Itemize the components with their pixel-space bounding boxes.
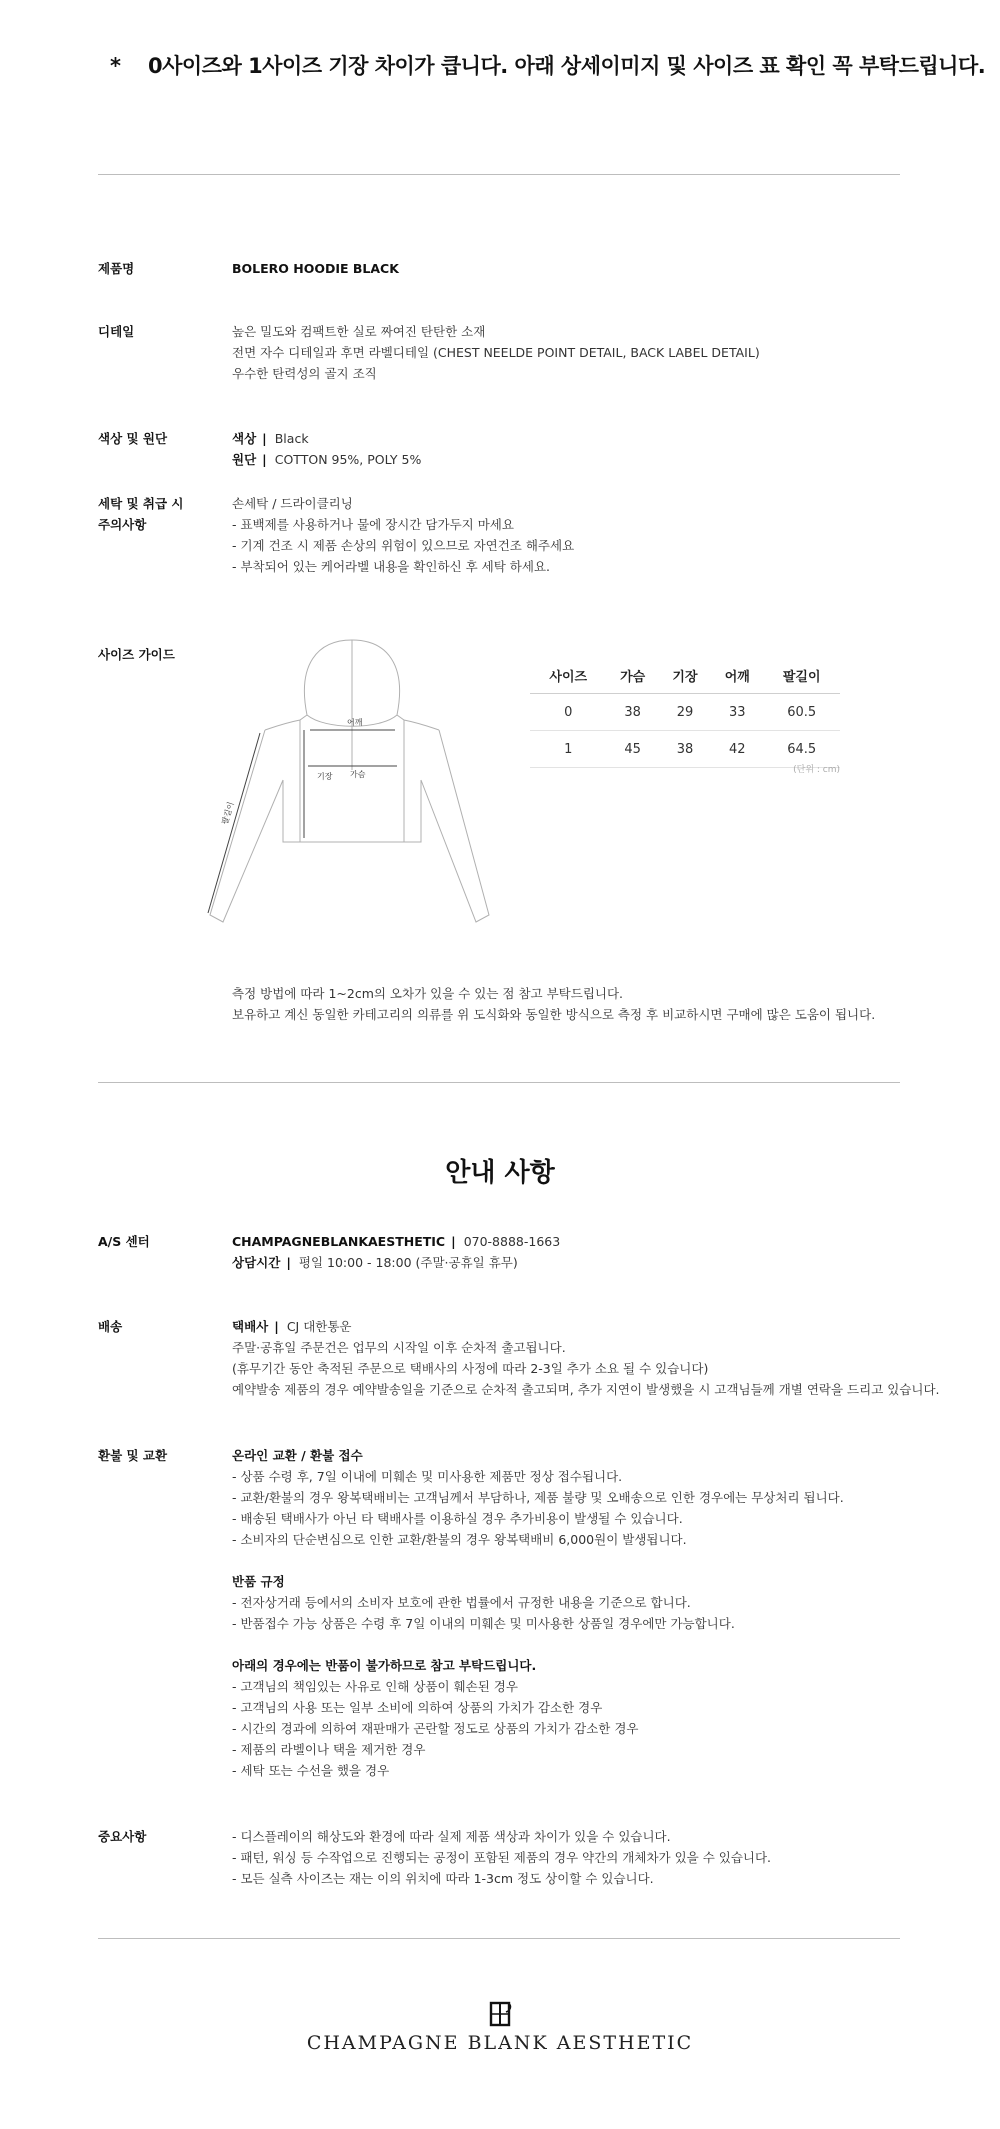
important-label: 중요사항 bbox=[98, 1829, 147, 1844]
ship-key: 택배사 bbox=[232, 1319, 269, 1334]
shipping-label: 배송 bbox=[98, 1319, 123, 1334]
online-title: 온라인 교환 / 환불 접수 bbox=[232, 1448, 363, 1463]
size-unit: (단위 : cm) bbox=[793, 765, 840, 775]
important-line: - 디스플레이의 해상도와 환경에 따라 실제 제품 색상과 차이가 있을 수 있습니다. bbox=[232, 1829, 671, 1844]
size-note: 보유하고 계신 동일한 카테고리의 의류를 위 도식화와 동일한 방식으로 측정 후 비교하시면 구매에 많은 도움이 됩니다. bbox=[232, 1007, 876, 1022]
size-col-header: 어깨 bbox=[711, 657, 763, 694]
table-cell: 42 bbox=[711, 731, 763, 768]
ship-line: (휴무기간 동안 축적된 주문으로 택배사의 사정에 따라 2-3일 추가 소요 될 수 있습니다) bbox=[232, 1361, 709, 1376]
important-line: - 패턴, 워싱 등 수작업으로 진행되는 공정이 포함된 제품의 경우 약간의 개체차가 있을 수 있습니다. bbox=[232, 1850, 772, 1865]
ship-line: 주말·공휴일 주문건은 업무의 시작일 이후 순차적 출고됩니다. bbox=[232, 1340, 566, 1355]
size-notice bbox=[110, 50, 985, 80]
as-hours-key: 상담시간 bbox=[232, 1255, 281, 1270]
wash-line: - 기계 건조 시 제품 손상의 위험이 있으므로 자연건조 해주세요 bbox=[232, 538, 575, 553]
no-return-line: - 세탁 또는 수선을 했을 경우 bbox=[232, 1763, 390, 1778]
color-fabric-label: 색상 및 원단 bbox=[98, 431, 168, 446]
table-cell: 38 bbox=[607, 694, 659, 731]
table-cell: 0 bbox=[530, 694, 607, 731]
divider bbox=[98, 1082, 900, 1083]
size-table-header bbox=[530, 657, 840, 694]
wash-line: - 표백제를 사용하거나 물에 장시간 담가두지 마세요 bbox=[232, 517, 514, 532]
refund-label: 환불 및 교환 bbox=[98, 1448, 168, 1463]
as-hours: 평일 10:00 - 18:00 (주말·공휴일 휴무) bbox=[298, 1255, 518, 1270]
product-name: BOLERO HOODIE BLACK bbox=[232, 261, 399, 276]
info-heading: 안내 사항 bbox=[445, 1158, 555, 1188]
color-key: 색상 bbox=[232, 431, 257, 446]
detail-line: 높은 밀도와 컴팩트한 실로 짜여진 탄탄한 소재 bbox=[232, 324, 486, 339]
length-mark-label: 기장 bbox=[317, 772, 333, 781]
detail-text bbox=[232, 321, 760, 384]
as-label: A/S 센터 bbox=[98, 1234, 150, 1249]
no-return-line: - 시간의 경과에 의하여 재판매가 곤란할 정도로 상품의 가치가 감소한 경우 bbox=[232, 1721, 639, 1736]
table-cell: 45 bbox=[607, 731, 659, 768]
table-cell: 29 bbox=[659, 694, 711, 731]
online-line: - 배송된 택배사가 아닌 타 택배사를 이용하실 경우 추가비용이 발생될 수 있습니다. bbox=[232, 1511, 683, 1526]
detail-line: 전면 자수 디테일과 후면 라벨디테일 (CHEST NEELDE POINT DETAIL, BACK LABEL DETAIL) bbox=[232, 345, 760, 360]
color-value: Black bbox=[274, 431, 309, 446]
ship-company: CJ 대한통운 bbox=[286, 1319, 352, 1334]
important-text bbox=[232, 1826, 771, 1889]
ship-line: 예약발송 제품의 경우 예약발송일을 기준으로 순차적 출고되며, 추가 지연이 발생했을 시 고객님들께 개별 연락을 드리고 있습니다. bbox=[232, 1382, 940, 1397]
return-line: - 반품접수 가능 상품은 수령 후 7일 이내의 미훼손 및 미사용한 상품일 경우에만 가능합니다. bbox=[232, 1616, 735, 1631]
fabric-value: COTTON 95%, POLY 5% bbox=[274, 452, 422, 467]
table-cell: 33 bbox=[711, 694, 763, 731]
table-cell: 1 bbox=[530, 731, 607, 768]
as-text: CHAMPAGNEBLANKAESTHETIC | 070-8888-1663 상담시간 | 평일 10:00 - 18:00 (주말·공휴일 휴무) bbox=[232, 1234, 561, 1270]
hoodie-diagram-icon bbox=[205, 630, 505, 950]
size-col-header: 기장 bbox=[659, 657, 711, 694]
size-col-header: 사이즈 bbox=[530, 657, 607, 694]
online-line: - 소비자의 단순변심으로 인한 교환/환불의 경우 왕복택배비 6,000원이 발생됩니다. bbox=[232, 1532, 687, 1547]
sleeve-mark-label: 팔길이 bbox=[220, 800, 236, 826]
table-cell: 60.5 bbox=[763, 694, 840, 731]
notice-star: * bbox=[110, 54, 121, 78]
return-line: - 전자상거래 등에서의 소비자 보호에 관한 법률에서 규정한 내용을 기준으로 합니다. bbox=[232, 1595, 691, 1610]
wash-line: - 부착되어 있는 케어라벨 내용을 확인하신 후 세탁 하세요. bbox=[232, 559, 550, 574]
chest-mark-label: 가슴 bbox=[350, 770, 366, 779]
table-cell: 38 bbox=[659, 731, 711, 768]
size-col-header: 가슴 bbox=[607, 657, 659, 694]
brand-logo-text: CHAMPAGNE BLANK AESTHETIC bbox=[306, 2032, 694, 2054]
size-note: 측정 방법에 따라 1~2cm의 오차가 있을 수 있는 점 참고 부탁드립니다. bbox=[232, 986, 624, 1001]
notice-text: 0사이즈와 1사이즈 기장 차이가 큽니다. 아래 상세이미지 및 사이즈 표 확인 꼭 부탁드립니다. bbox=[148, 54, 986, 78]
wash-text bbox=[232, 493, 574, 577]
online-line: - 상품 수령 후, 7일 이내에 미훼손 및 미사용한 제품만 정상 접수됩니다. bbox=[232, 1469, 623, 1484]
wash-line: 손세탁 / 드라이클리닝 bbox=[232, 496, 353, 511]
product-name-label: 제품명 bbox=[98, 261, 135, 276]
size-notes bbox=[232, 983, 875, 1025]
as-phone: 070-8888-1663 bbox=[463, 1234, 561, 1249]
table-cell: 64.5 bbox=[763, 731, 840, 768]
size-col-header: 팔길이 bbox=[763, 657, 840, 694]
online-line: - 교환/환불의 경우 왕복택배비는 고객님께서 부담하나, 제품 불량 및 오배송으로 인한 경우에는 무상처리 됩니다. bbox=[232, 1490, 844, 1505]
as-company: CHAMPAGNEBLANKAESTHETIC bbox=[232, 1234, 446, 1249]
size-guide-label: 사이즈 가이드 bbox=[98, 647, 175, 662]
shoulder-mark-label: 어깨 bbox=[347, 718, 363, 727]
no-return-line: - 고객님의 사용 또는 일부 소비에 의하여 상품의 가치가 감소한 경우 bbox=[232, 1700, 603, 1715]
return-title: 반품 규정 bbox=[232, 1574, 285, 1589]
table-row bbox=[530, 694, 840, 731]
divider bbox=[98, 174, 900, 175]
shipping-text: 택배사 | CJ 대한통운 주말·공휴일 주문건은 업무의 시작일 이후 순차적 출고됩니다. (휴무기간 동안 축적된 주문으로 택배사의 사정에 따라 2-3일 추가 소요 될 수 있습니다) 예약발송 제품의 경우 예약발송일을 기준으로 순차적 출고되며, 추가 지연이 발생했을 시 고객님들께 개별 연락을 드리고 있습니다. bbox=[232, 1316, 940, 1400]
no-return-line: - 제품의 라벨이나 택을 제거한 경우 bbox=[232, 1742, 426, 1757]
brand-monogram-icon bbox=[486, 2000, 514, 2028]
detail-line: 우수한 탄력성의 골지 조직 bbox=[232, 366, 377, 381]
detail-label: 디테일 bbox=[98, 324, 135, 339]
divider bbox=[98, 1938, 900, 1939]
no-return-line: - 고객님의 책임있는 사유로 인해 상품이 훼손된 경우 bbox=[232, 1679, 518, 1694]
fabric-key: 원단 bbox=[232, 452, 257, 467]
size-table bbox=[530, 657, 840, 768]
refund-text bbox=[232, 1445, 844, 1781]
wash-label: 세탁 및 취급 시 주의사항 bbox=[98, 496, 184, 532]
important-line: - 모든 실측 사이즈는 재는 이의 위치에 따라 1-3cm 정도 상이할 수 있습니다. bbox=[232, 1871, 654, 1886]
color-fabric-text: 색상 | Black 원단 | COTTON 95%, POLY 5% bbox=[232, 431, 422, 467]
no-return-title: 아래의 경우에는 반품이 불가하므로 참고 부탁드립니다. bbox=[232, 1658, 537, 1673]
